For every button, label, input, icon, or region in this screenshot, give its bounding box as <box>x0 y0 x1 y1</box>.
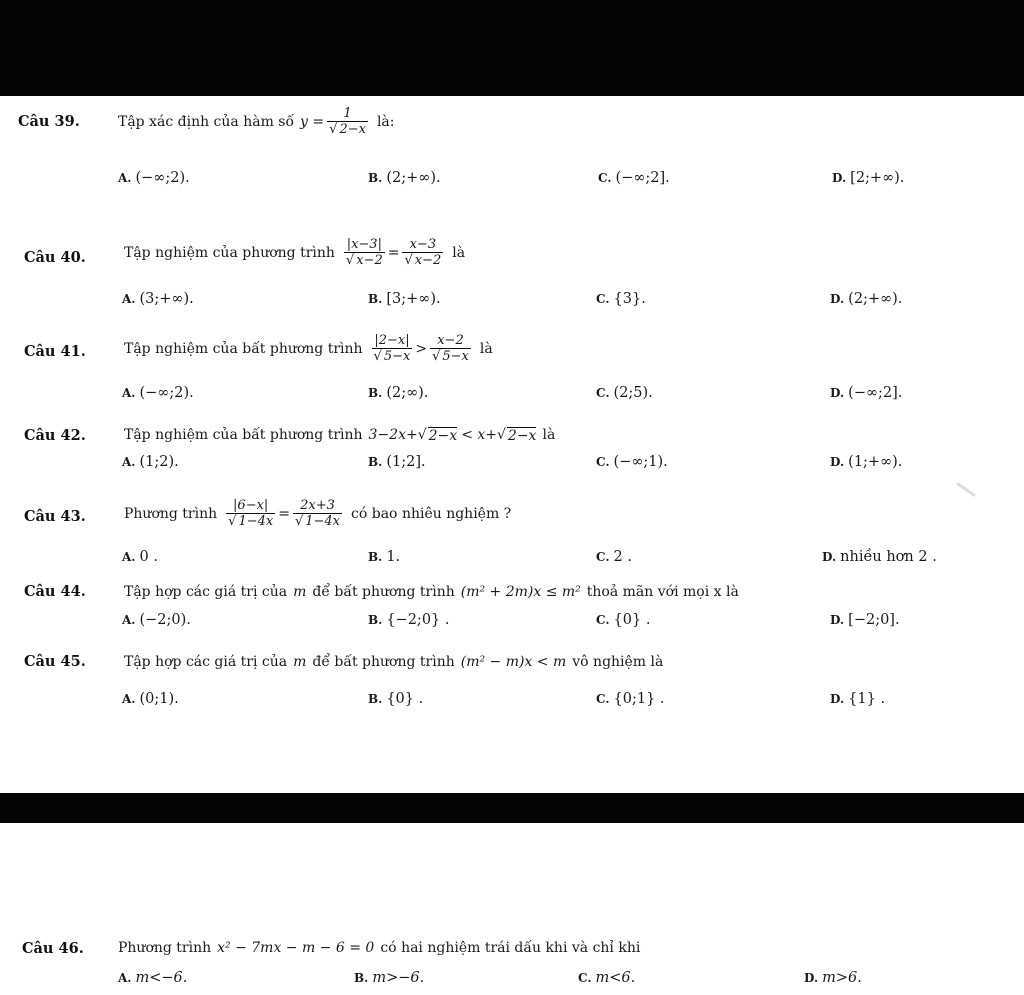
rhs-fraction <box>430 333 471 365</box>
option-c[interactable] <box>596 549 632 565</box>
option-letter: B. <box>368 386 383 400</box>
option-c[interactable] <box>596 612 650 628</box>
option-b[interactable] <box>368 170 441 186</box>
top-black-bar <box>0 0 1024 96</box>
question-stem <box>124 232 465 274</box>
question-number: Câu 40. <box>24 249 86 266</box>
expr-part: 3−2x+ <box>368 427 418 443</box>
question-number: Câu 43. <box>24 508 86 525</box>
stem-text: Tập hợp các giá trị của <box>124 584 288 600</box>
option-value: 0 . <box>139 549 158 565</box>
option-value: (−∞;2). <box>135 170 190 186</box>
radicand: 5−x <box>442 349 469 364</box>
option-d[interactable] <box>830 691 885 707</box>
stem-text: Phương trình <box>118 940 212 956</box>
radicand: 2−x <box>428 427 458 444</box>
stem-suffix: là <box>479 341 493 357</box>
option-c[interactable] <box>596 385 653 401</box>
option-d[interactable] <box>830 385 902 401</box>
option-d[interactable] <box>804 970 862 986</box>
question-number: Câu 39. <box>18 113 80 130</box>
question-number: Câu 41. <box>24 343 86 360</box>
option-d[interactable] <box>822 549 937 565</box>
option-letter: D. <box>830 692 845 706</box>
option-a[interactable] <box>122 291 194 307</box>
option-letter: A. <box>122 550 136 564</box>
equation <box>223 498 345 530</box>
option-value: {3}. <box>613 291 646 307</box>
equation <box>341 237 446 269</box>
option-value: m>6. <box>822 970 862 986</box>
option-b[interactable] <box>368 691 423 707</box>
option-letter: B. <box>368 292 383 306</box>
fraction-numerator: |6−x| <box>233 498 269 513</box>
option-d[interactable] <box>830 291 902 307</box>
option-letter: A. <box>122 292 136 306</box>
expr-part: < x+ <box>461 427 497 443</box>
option-value: (1;2). <box>139 454 179 470</box>
operator: = <box>278 506 290 522</box>
option-value: {0} . <box>386 691 424 707</box>
option-letter: A. <box>122 455 136 469</box>
option-letter: D. <box>830 613 845 627</box>
fraction-numerator: 1 <box>343 106 352 121</box>
inequality <box>369 333 474 365</box>
inequality: 3−2x+ √ 2−x < x+ √ 2−x <box>368 427 537 444</box>
stem-suffix: là: <box>376 114 395 130</box>
option-value: m<−6. <box>135 970 188 986</box>
fraction-numerator: |x−3| <box>346 237 382 252</box>
option-d[interactable] <box>830 612 900 628</box>
option-value: (0;1). <box>139 691 179 707</box>
option-value: 1. <box>386 549 401 565</box>
stem-suffix: có hai nghiệm trái dấu khi và chỉ khi <box>380 940 641 956</box>
option-letter: A. <box>122 613 136 627</box>
fraction-numerator: x−3 <box>409 237 437 252</box>
option-letter: C. <box>596 455 610 469</box>
inequality: (m² + 2m)x ≤ m² <box>460 584 581 600</box>
stem-suffix: có bao nhiêu nghiệm ? <box>351 506 512 522</box>
question-stem <box>124 648 663 676</box>
option-a[interactable] <box>122 549 158 565</box>
question-number: Câu 44. <box>24 583 86 600</box>
question-number: Câu 42. <box>24 427 86 444</box>
option-letter: A. <box>118 971 132 985</box>
option-d[interactable] <box>830 454 902 470</box>
lhs-fraction <box>344 237 385 269</box>
option-value: (2;+∞). <box>386 170 441 186</box>
formula-lhs: y = <box>300 114 325 130</box>
option-b[interactable] <box>354 970 424 986</box>
operator: = <box>387 245 400 261</box>
option-value: (−∞;1). <box>613 454 668 470</box>
fraction-denominator: √ 1−4x <box>294 514 341 529</box>
option-letter: B. <box>368 455 383 469</box>
lhs-fraction <box>372 333 413 365</box>
option-c[interactable] <box>596 291 646 307</box>
option-value: {1} . <box>848 691 886 707</box>
option-letter: D. <box>830 386 845 400</box>
question-number: Câu 45. <box>24 653 86 670</box>
option-b[interactable] <box>368 385 428 401</box>
option-c[interactable] <box>596 691 665 707</box>
radicand: 5−x <box>383 349 411 364</box>
option-letter: D. <box>822 550 837 564</box>
option-value: nhiều hơn 2 . <box>840 549 937 565</box>
stem-text-mid: để bất phương trình <box>312 654 455 670</box>
option-letter: C. <box>598 171 612 185</box>
option-c[interactable] <box>598 170 670 186</box>
fraction-numerator: |2−x| <box>374 333 410 348</box>
option-value: (1;2]. <box>386 454 426 470</box>
stem-suffix: là <box>452 245 466 261</box>
option-b[interactable] <box>368 612 449 628</box>
fraction <box>327 106 368 138</box>
option-letter: B. <box>368 692 383 706</box>
middle-black-bar <box>0 793 1024 823</box>
variable: m <box>293 584 307 600</box>
option-a[interactable] <box>122 612 191 628</box>
fraction-denominator: √ x−2 <box>404 253 442 268</box>
option-value: 2 . <box>613 549 632 565</box>
fraction-numerator: x−2 <box>437 333 464 348</box>
option-letter: C. <box>596 692 610 706</box>
option-letter: A. <box>118 171 132 185</box>
stem-text: Tập hợp các giá trị của <box>124 654 288 670</box>
option-letter: C. <box>596 550 610 564</box>
stem-text: Tập nghiệm của bất phương trình <box>124 341 363 357</box>
radicand: x−2 <box>414 253 442 268</box>
fraction-numerator: 2x+3 <box>300 498 335 513</box>
question-number: Câu 46. <box>22 940 84 957</box>
option-letter: C. <box>596 386 610 400</box>
question-stem <box>124 578 739 606</box>
option-value: (3;+∞). <box>139 291 194 307</box>
option-value: m>−6. <box>372 970 425 986</box>
question-stem <box>124 420 555 450</box>
option-b[interactable] <box>368 454 426 470</box>
option-a[interactable] <box>122 385 194 401</box>
question-stem <box>124 328 493 370</box>
option-letter: D. <box>830 455 845 469</box>
option-value: (2;∞). <box>386 385 429 401</box>
option-d[interactable] <box>832 170 904 186</box>
radicand: 1−4x <box>305 514 341 529</box>
rhs-fraction <box>402 237 443 269</box>
inequality: (m² − m)x < m <box>460 654 567 670</box>
option-letter: D. <box>832 171 847 185</box>
rhs-fraction <box>293 498 342 530</box>
option-value: (−∞;2). <box>139 385 194 401</box>
option-letter: D. <box>804 971 819 985</box>
stem-suffix: vô nghiệm là <box>572 654 664 670</box>
option-letter: B. <box>368 550 383 564</box>
question-stem <box>124 492 511 536</box>
option-letter: B. <box>368 613 383 627</box>
option-letter: B. <box>368 171 383 185</box>
radicand: 2−x <box>507 427 537 444</box>
option-letter: B. <box>354 971 369 985</box>
option-value: [3;+∞). <box>386 291 441 307</box>
question-stem <box>118 934 640 962</box>
option-a[interactable] <box>118 970 187 986</box>
fraction-denominator: √ 2−x <box>329 122 366 137</box>
option-a[interactable] <box>122 691 179 707</box>
variable: m <box>293 654 307 670</box>
option-letter: D. <box>830 292 845 306</box>
equation: x² − 7mx − m − 6 = 0 <box>217 940 375 956</box>
radicand: 2−x <box>339 122 366 137</box>
stem-text-mid: để bất phương trình <box>312 584 455 600</box>
option-value: (2;+∞). <box>848 291 903 307</box>
stem-suffix: là <box>542 427 556 443</box>
option-letter: C. <box>596 292 610 306</box>
option-b[interactable] <box>368 549 400 565</box>
fraction-denominator: √ 5−x <box>432 349 469 364</box>
option-letter: A. <box>122 692 136 706</box>
operator: > <box>415 341 428 357</box>
option-letter: C. <box>578 971 592 985</box>
stem-text: Tập nghiệm của phương trình <box>124 245 335 261</box>
option-value: m<6. <box>595 970 636 986</box>
stem-text: Tập nghiệm của bất phương trình <box>124 427 363 443</box>
option-value: [2;+∞). <box>850 170 905 186</box>
option-value: (−2;0). <box>139 612 191 628</box>
option-value: {0;1} . <box>613 691 665 707</box>
option-value: (2;5). <box>613 385 653 401</box>
fraction-denominator: √ 5−x <box>373 349 411 364</box>
stem-text: Phương trình <box>124 506 218 522</box>
option-c[interactable] <box>596 454 668 470</box>
stem-suffix: thoả mãn với mọi x là <box>586 584 739 600</box>
option-a[interactable] <box>122 454 179 470</box>
fraction-denominator: √ x−2 <box>345 253 383 268</box>
option-letter: C. <box>596 613 610 627</box>
option-a[interactable] <box>118 170 190 186</box>
lhs-fraction <box>226 498 275 530</box>
question-stem <box>118 100 394 144</box>
option-value: [−2;0]. <box>848 612 900 628</box>
option-value: {0} . <box>613 612 651 628</box>
option-b[interactable] <box>368 291 441 307</box>
option-letter: A. <box>122 386 136 400</box>
function-formula <box>300 106 371 138</box>
fraction-denominator: √ 1−4x <box>228 514 274 529</box>
option-c[interactable] <box>578 970 635 986</box>
radicand: 1−4x <box>238 514 274 529</box>
option-value: (−∞;2]. <box>848 385 903 401</box>
radicand: x−2 <box>356 253 383 268</box>
stem-text: Tập xác định của hàm số <box>118 114 295 130</box>
option-value: (−∞;2]. <box>615 170 670 186</box>
option-value: (1;+∞). <box>848 454 903 470</box>
scan-artifact <box>956 482 976 497</box>
option-value: {−2;0} . <box>386 612 450 628</box>
